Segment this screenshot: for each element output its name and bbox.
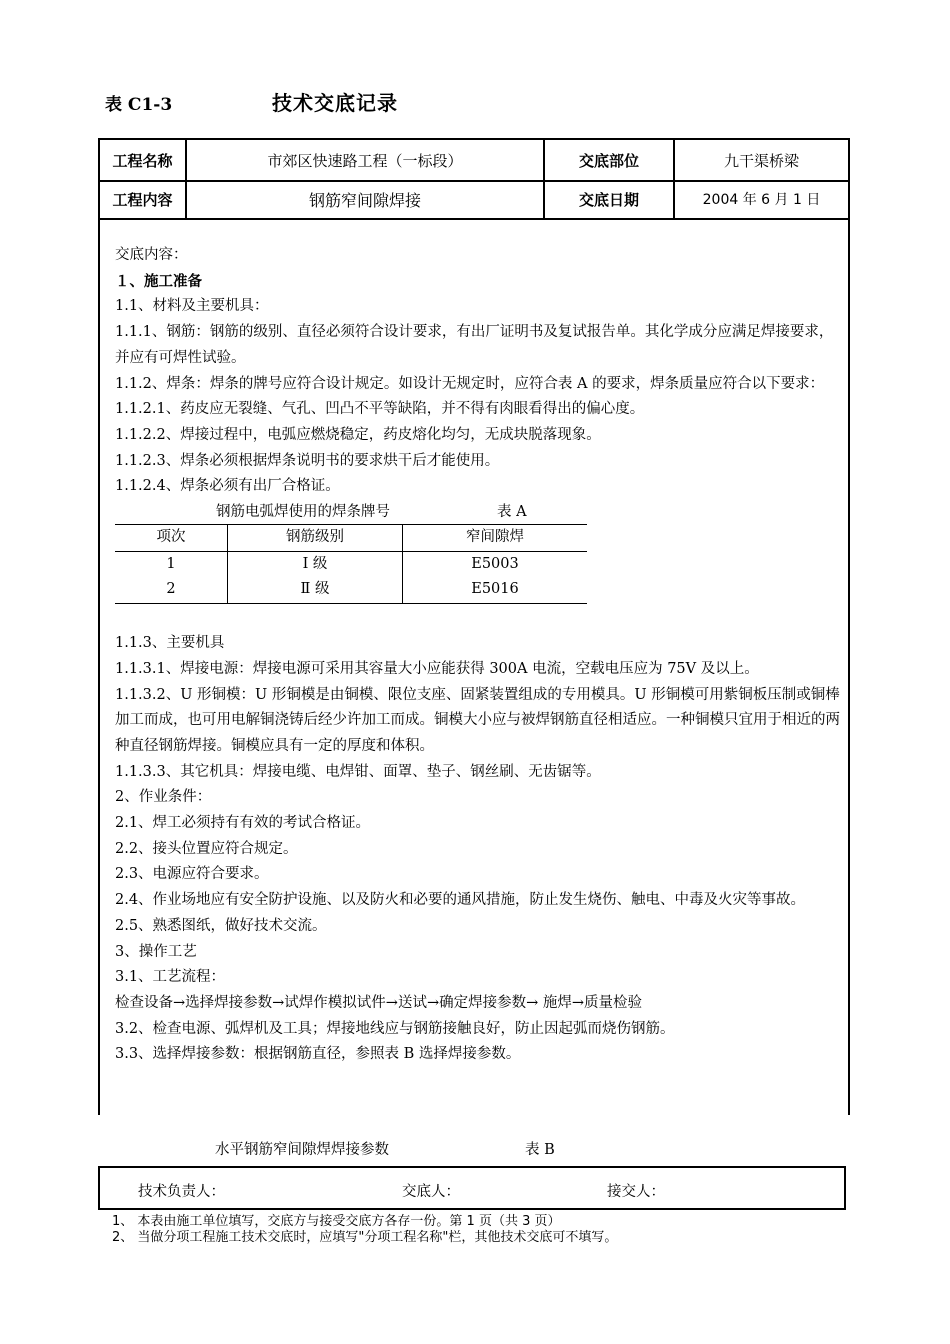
electrode-table — [115, 524, 587, 604]
table-row — [115, 551, 587, 577]
paragraph: 1.1.3、主要机具 — [115, 635, 225, 652]
paragraph: 3.2、检查电源、弧焊机及工具；焊接地线应与钢筋接触良好，防止因起弧而烧伤钢筋。 — [115, 1020, 675, 1037]
table-header-row — [115, 525, 587, 552]
paragraph: 3.3、选择焊接参数：根据钢筋直径，参照表 B 选择焊接参数。 — [115, 1046, 521, 1063]
paragraph: 1.1.1、钢筋：钢筋的级别、直径必须符合设计要求，有出厂证明书及复试报告单。其化学成分应满足焊接要求，并应有可焊性试验。 — [115, 324, 834, 366]
form-code: 表 C1-3 — [105, 95, 173, 115]
disclosure-content — [115, 243, 840, 1068]
paragraph: 1.1.2、焊条：焊条的牌号应符合设计规定。如设计无规定时，应符合表 A 的要求，焊条质量应符合以下要求： — [115, 375, 825, 392]
tech-lead-label: 技术负责人： — [138, 1184, 225, 1200]
presenter-label: 交底人： — [402, 1184, 460, 1200]
process-flow: 检查设备→选择焊接参数→试焊作模拟试件→送试→确定焊接参数→ 施焊→质量检验 — [115, 994, 643, 1011]
project-content-label: 工程内容 — [100, 180, 187, 218]
record-form — [98, 138, 850, 1115]
project-name-value: 市郊区快速路工程（一标段） — [187, 140, 545, 180]
paragraph: 2.4、作业场地应有安全防护设施、以及防火和必要的通风措施，防止发生烧伤、触电、中毒及火灾等事故。 — [115, 892, 806, 909]
footnotes — [112, 1214, 617, 1246]
table-a-label: 表 A — [497, 504, 527, 521]
paragraph: 2.2、接头位置应符合规定。 — [115, 840, 298, 857]
paragraph: 1.1.2.1、药皮应无裂缝、气孔、凹凸不平等缺陷，并不得有肉眼看得出的偏心度。 — [115, 401, 645, 418]
footnote: 1、 本表由施工单位填写，交底方与接受交底方各存一份。第 1 页（共 3 页） — [112, 1214, 561, 1229]
table-header-cell: 钢筋级别 — [228, 525, 403, 552]
date-value: 2004 年 6 月 1 日 — [702, 192, 821, 208]
table-cell: E5016 — [403, 577, 588, 603]
signature-row — [98, 1166, 846, 1210]
paragraph: 3.1、工艺流程： — [115, 969, 226, 986]
paragraph: 1.1.3.3、其它机具：焊接电缆、电焊钳、面罩、垫子、钢丝刷、无齿锯等。 — [115, 763, 601, 780]
table-a-caption — [115, 500, 587, 524]
table-cell: Ⅱ 级 — [228, 577, 403, 603]
section-heading: 2、作业条件： — [115, 789, 212, 806]
paragraph: 1.1.2.4、焊条必须有出厂合格证。 — [115, 478, 340, 495]
info-row-1 — [100, 140, 848, 182]
paragraph: 2.5、熟悉图纸，做好技术交流。 — [115, 917, 327, 934]
paragraph: 1.1.2.3、焊条必须根据焊条说明书的要求烘干后才能使用。 — [115, 452, 500, 469]
footnote: 2、 当做分项工程施工技术交底时，应填写"分项工程名称"栏，其他技术交底可不填写。 — [112, 1230, 618, 1245]
table-b-title: 水平钢筋窄间隙焊焊接参数 — [215, 1142, 389, 1158]
table-cell: 1 — [115, 551, 228, 577]
intro-label: 交底内容： — [115, 247, 188, 263]
table-cell: 2 — [115, 577, 228, 603]
date-label: 交底日期 — [545, 180, 675, 218]
project-name-label: 工程名称 — [100, 140, 187, 180]
table-header-cell: 窄间隙焊 — [403, 525, 588, 552]
info-row-2 — [100, 180, 848, 220]
page-title: 技术交底记录 — [272, 91, 398, 115]
section-heading: １、施工准备 — [115, 272, 202, 290]
paragraph: 2.1、焊工必须持有有效的考试合格证。 — [115, 815, 371, 832]
paragraph: 1.1.2.2、焊接过程中，电弧应燃烧稳定，药皮熔化均匀，无成块脱落现象。 — [115, 426, 601, 443]
table-cell: Ⅰ 级 — [228, 551, 403, 577]
table-row — [115, 577, 587, 603]
table-b-label: 表 B — [525, 1142, 555, 1158]
location-label: 交底部位 — [545, 140, 675, 180]
paragraph: 1.1.3.1、焊接电源：焊接电源可采用其容量大小应能获得 300A 电流，空载电压应为 75V 及以上。 — [115, 660, 759, 677]
paragraph: 2.3、电源应符合要求。 — [115, 866, 269, 883]
table-header-cell: 项次 — [115, 525, 228, 552]
paragraph: 1.1、材料及主要机具： — [115, 298, 269, 315]
table-a-title: 钢筋电弧焊使用的焊条牌号 — [216, 504, 390, 521]
section-heading: 3、操作工艺 — [115, 943, 197, 960]
paragraph: 1.1.3.2、U 形铜模：U 形铜模是由铜模、限位支座、固紧装置组成的专用模具。U 形铜模可用紫铜板压制或铜棒加工而成，也可用电解铜浇铸后经少许加工而成。铜模大小应与被焊钢筋直径相适应。一种铜模只宜用于相近的两种直径钢筋焊接。铜模应具有一定的厚度和体积。 — [115, 686, 840, 754]
receiver-label: 接交人： — [607, 1184, 665, 1200]
project-content-value: 钢筋窄间隙焊接 — [187, 180, 545, 218]
table-cell: E5003 — [471, 555, 519, 572]
location-value: 九干渠桥梁 — [723, 151, 799, 170]
